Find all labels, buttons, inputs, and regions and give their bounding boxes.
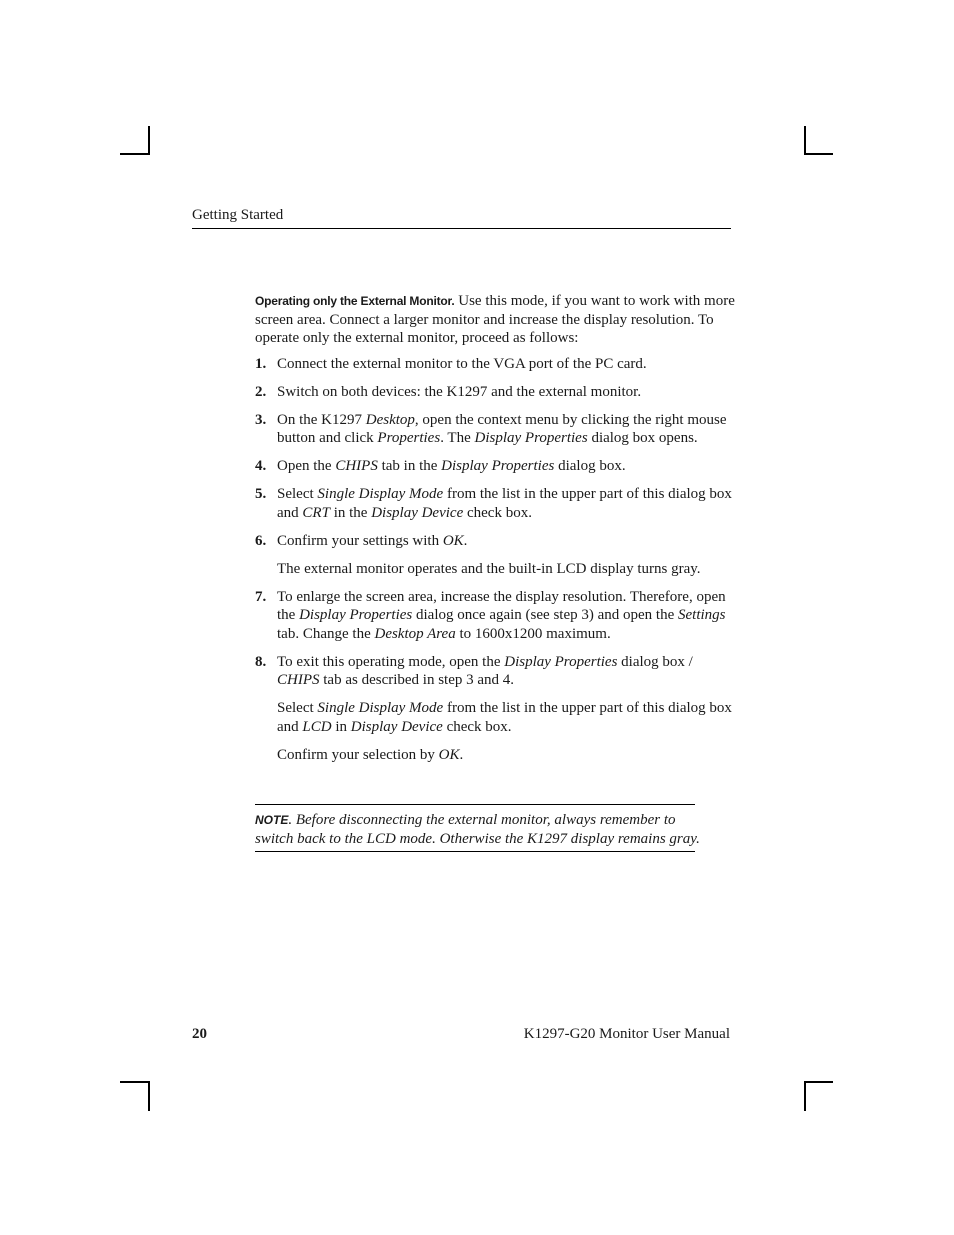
step-number: 6. — [255, 532, 267, 549]
step-number: 7. — [255, 588, 267, 605]
ui-term: Settings — [678, 607, 726, 623]
step-text — [277, 355, 735, 374]
note-line-1 — [255, 811, 695, 830]
step-text-part: dialog box / — [617, 653, 693, 670]
ui-term: Display Properties — [441, 458, 555, 474]
step-text-part: dialog once again (see step 3) and open the — [412, 607, 679, 623]
step-text-part: tab as described in step 3 and 4. — [319, 672, 515, 688]
step-text-part: in the — [329, 504, 372, 521]
ui-term: Display Device — [350, 718, 443, 735]
ui-term: Display Device — [371, 504, 464, 521]
ui-term: Single Display Mode — [317, 700, 444, 716]
note-text-2: switch back to the LCD mode. Otherwise the K1297 display remains gray. — [255, 830, 700, 847]
step-text-part: , open the context menu by clicking the right mouse button and click — [277, 411, 727, 446]
step-followup-text — [277, 560, 735, 579]
crop-mark-top-right-horizontal — [804, 153, 833, 155]
step-text-part: The external monitor operates and the built-in LCD display turns gray. — [277, 560, 701, 577]
step-text-part: . — [459, 746, 464, 763]
step-item — [255, 383, 735, 402]
step-item — [255, 485, 735, 522]
step-text-part: Confirm your settings with — [277, 532, 443, 549]
step-text — [277, 485, 735, 522]
ui-term: CRT — [302, 504, 330, 521]
ui-term: Single Display Mode — [317, 486, 444, 502]
note-box — [255, 804, 700, 852]
step-text-part: in — [331, 718, 351, 735]
crop-mark-bottom-left-horizontal — [120, 1081, 150, 1083]
step-text-part: check box. — [463, 504, 532, 521]
crop-mark-bottom-right-vertical — [804, 1081, 806, 1111]
section-title: Getting Started — [192, 207, 284, 223]
step-item — [255, 457, 735, 476]
ui-term: Display Properties — [504, 653, 618, 670]
page-number: 20 — [192, 1026, 207, 1042]
note-text-1: . Before disconnecting the external monitor, always remember to — [288, 812, 676, 828]
crop-mark-bottom-right-horizontal — [804, 1081, 833, 1083]
step-text — [277, 457, 735, 476]
note-label: NOTE — [255, 813, 289, 827]
step-text-part: tab. Change the — [277, 625, 375, 642]
step-text-part: Confirm your selection by — [277, 746, 439, 763]
step-number: 3. — [255, 411, 267, 428]
step-text-part: On the K1297 — [277, 411, 366, 428]
step-item — [255, 588, 735, 644]
step-text-part: Select — [277, 700, 318, 716]
crop-mark-top-left-horizontal — [120, 153, 150, 155]
intro-text: Use this mode, if you want to work with more screen area. Connect a larger monitor and increase the display resolution. To operate only the external monitor, proceed as follows: — [255, 293, 735, 346]
step-followup-text — [277, 746, 735, 765]
ui-term: Display Properties — [474, 430, 588, 446]
step-text-part: from the list in the upper part of this dialog box and — [277, 486, 732, 521]
step-item — [255, 411, 735, 448]
step-text-part: dialog box. — [554, 458, 626, 474]
step-text-part: To enlarge the screen area, increase the display resolution. Therefore, open the — [277, 588, 726, 623]
step-text-part: check box. — [442, 718, 512, 735]
ui-term: LCD — [302, 718, 332, 735]
ui-term: CHIPS — [335, 458, 378, 474]
step-item — [255, 653, 735, 765]
step-text — [277, 653, 735, 690]
step-number: 4. — [255, 458, 267, 474]
step-text-part: Select — [277, 486, 318, 502]
running-header — [192, 207, 731, 229]
step-number: 1. — [255, 355, 267, 372]
step-number: 2. — [255, 383, 267, 400]
steps-list — [255, 355, 735, 765]
step-text-part: . — [463, 532, 468, 549]
step-item — [255, 355, 735, 374]
step-text-part: dialog box opens. — [587, 430, 698, 446]
step-text-part: To exit this operating mode, open the — [277, 653, 505, 670]
step-item — [255, 532, 735, 579]
step-text-part: . The — [440, 430, 475, 446]
ui-term: Desktop — [365, 411, 415, 428]
step-text-part: to 1600x1200 maximum. — [455, 625, 611, 642]
manual-title: K1297-G20 Monitor User Manual — [523, 1026, 730, 1042]
ui-term: OK — [438, 746, 460, 763]
ui-term: CHIPS — [277, 672, 320, 688]
step-number: 8. — [255, 653, 267, 670]
ui-term: OK — [442, 532, 464, 549]
ui-term: Properties — [377, 430, 441, 446]
step-text-part: from the list in the upper part of this dialog box and — [277, 700, 732, 735]
crop-mark-bottom-left-vertical — [148, 1081, 150, 1111]
intro-paragraph — [255, 292, 735, 348]
step-text — [277, 588, 735, 644]
step-text — [277, 383, 735, 402]
crop-mark-top-left-vertical — [148, 126, 150, 155]
intro-lead-in: Operating only the External Monitor. — [255, 294, 455, 308]
crop-mark-top-right-vertical — [804, 126, 806, 155]
step-number: 5. — [255, 486, 267, 502]
step-followup-text — [277, 699, 735, 736]
step-text-part: Connect the external monitor to the VGA port of the PC card. — [277, 355, 647, 372]
step-text-part: Open the — [277, 458, 336, 474]
main-content — [255, 292, 735, 774]
step-text — [277, 411, 735, 448]
ui-term: Display Properties — [299, 607, 413, 623]
step-text-part: Switch on both devices: the K1297 and the external monitor. — [277, 383, 642, 400]
step-text-part: tab in the — [377, 458, 442, 474]
step-text — [277, 532, 735, 551]
ui-term: Desktop Area — [374, 625, 456, 642]
note-line-2 — [255, 830, 700, 849]
